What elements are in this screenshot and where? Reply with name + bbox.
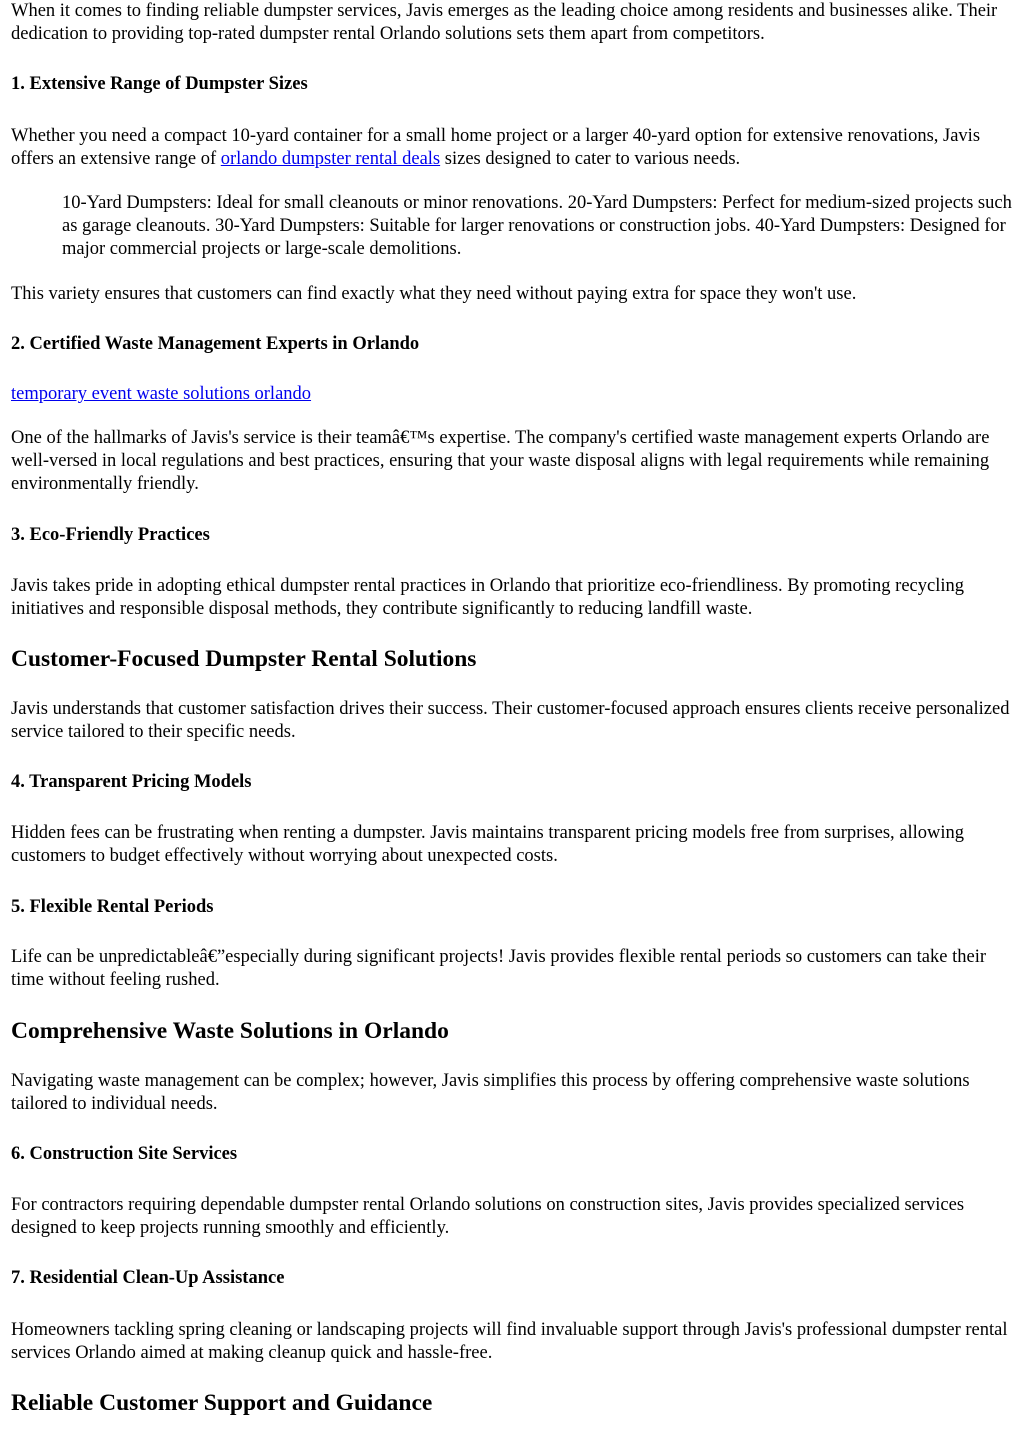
orlando-dumpster-rental-deals-link[interactable]: orlando dumpster rental deals xyxy=(220,149,441,169)
section-7-heading: 7. Residential Clean-Up Assistance xyxy=(11,1268,285,1288)
section-5-paragraph: Life can be unpredictableâ€”especially during significant projects! Javis provides flexible rental periods so customers can take their time without feeling rushed. xyxy=(11,947,987,990)
section-2-paragraph: One of the hallmarks of Javis's service is their teamâ€™s expertise. The company's certified waste management experts Orlando are well-versed in local regulations and best practices, ensuring that your waste disposal aligns with legal requirements while remaining environmentally friendly. xyxy=(11,428,990,494)
section-1-text-before: Whether you need a compact 10-yard container for a small home project or a larger 40-yard option for extensive renovations, Javis offers an extensive range of xyxy=(11,126,981,169)
temporary-event-waste-link[interactable]: temporary event waste solutions orlando xyxy=(11,384,312,404)
comprehensive-heading: Comprehensive Waste Solutions in Orlando xyxy=(11,1018,449,1044)
section-6-heading: 6. Construction Site Services xyxy=(11,1144,238,1164)
section-2-heading: 2. Certified Waste Management Experts in Orlando xyxy=(11,334,420,354)
section-6-paragraph: For contractors requiring dependable dumpster rental Orlando solutions on construction sites, Javis provides specialized services designed to keep projects running smoothly and efficiently. xyxy=(11,1195,965,1238)
section-5-heading: 5. Flexible Rental Periods xyxy=(11,897,214,917)
section-1-paragraph xyxy=(11,125,1015,171)
section-7-paragraph: Homeowners tackling spring cleaning or landscaping projects will find invaluable support through Javis's professional dumpster rental services Orlando aimed at making cleanup quick and hassle-free. xyxy=(11,1320,1008,1363)
section-1-heading: 1. Extensive Range of Dumpster Sizes xyxy=(11,74,308,94)
customer-support-heading: Reliable Customer Support and Guidance xyxy=(11,1390,433,1416)
intro-paragraph: When it comes to finding reliable dumpster services, Javis emerges as the leading choice among residents and businesses alike. Their dedication to providing top-rated dumpster rental Orlando solutions sets them apart from competitors. xyxy=(11,1,998,44)
section-2-link-paragraph xyxy=(11,383,1015,406)
section-3-heading: 3. Eco-Friendly Practices xyxy=(11,525,210,545)
section-4-paragraph: Hidden fees can be frustrating when renting a dumpster. Javis maintains transparent pricing models free from surprises, allowing customers to budget effectively without worrying about unexpected costs. xyxy=(11,823,965,866)
section-3-paragraph: Javis takes pride in adopting ethical dumpster rental practices in Orlando that prioritize eco-friendliness. By promoting recycling initiatives and responsible disposal methods, they contribute significantly to reducing landfill waste. xyxy=(11,576,964,619)
section-1-text-after: sizes designed to cater to various needs. xyxy=(440,149,741,169)
customer-focused-heading: Customer-Focused Dumpster Rental Solutions xyxy=(11,646,477,672)
customer-focused-paragraph: Javis understands that customer satisfaction drives their success. Their customer-focused approach ensures clients receive personalized service tailored to their specific needs. xyxy=(11,699,1010,742)
comprehensive-paragraph: Navigating waste management can be complex; however, Javis simplifies this process by offering comprehensive waste solutions tailored to individual needs. xyxy=(11,1071,970,1114)
section-1-closing: This variety ensures that customers can find exactly what they need without paying extra for space they won't use. xyxy=(11,284,857,304)
section-4-heading: 4. Transparent Pricing Models xyxy=(11,772,252,792)
dumpster-sizes-blockquote: 10-Yard Dumpsters: Ideal for small cleanouts or minor renovations. 20-Yard Dumpsters: Perfect for medium-sized projects such as garage cleanouts. 30-Yard Dumpsters: Suitable for larger renovations or construction jobs. 40-Yard Dumpsters: Designed for major commercial projects or large-scale demolitions. xyxy=(62,193,1012,259)
